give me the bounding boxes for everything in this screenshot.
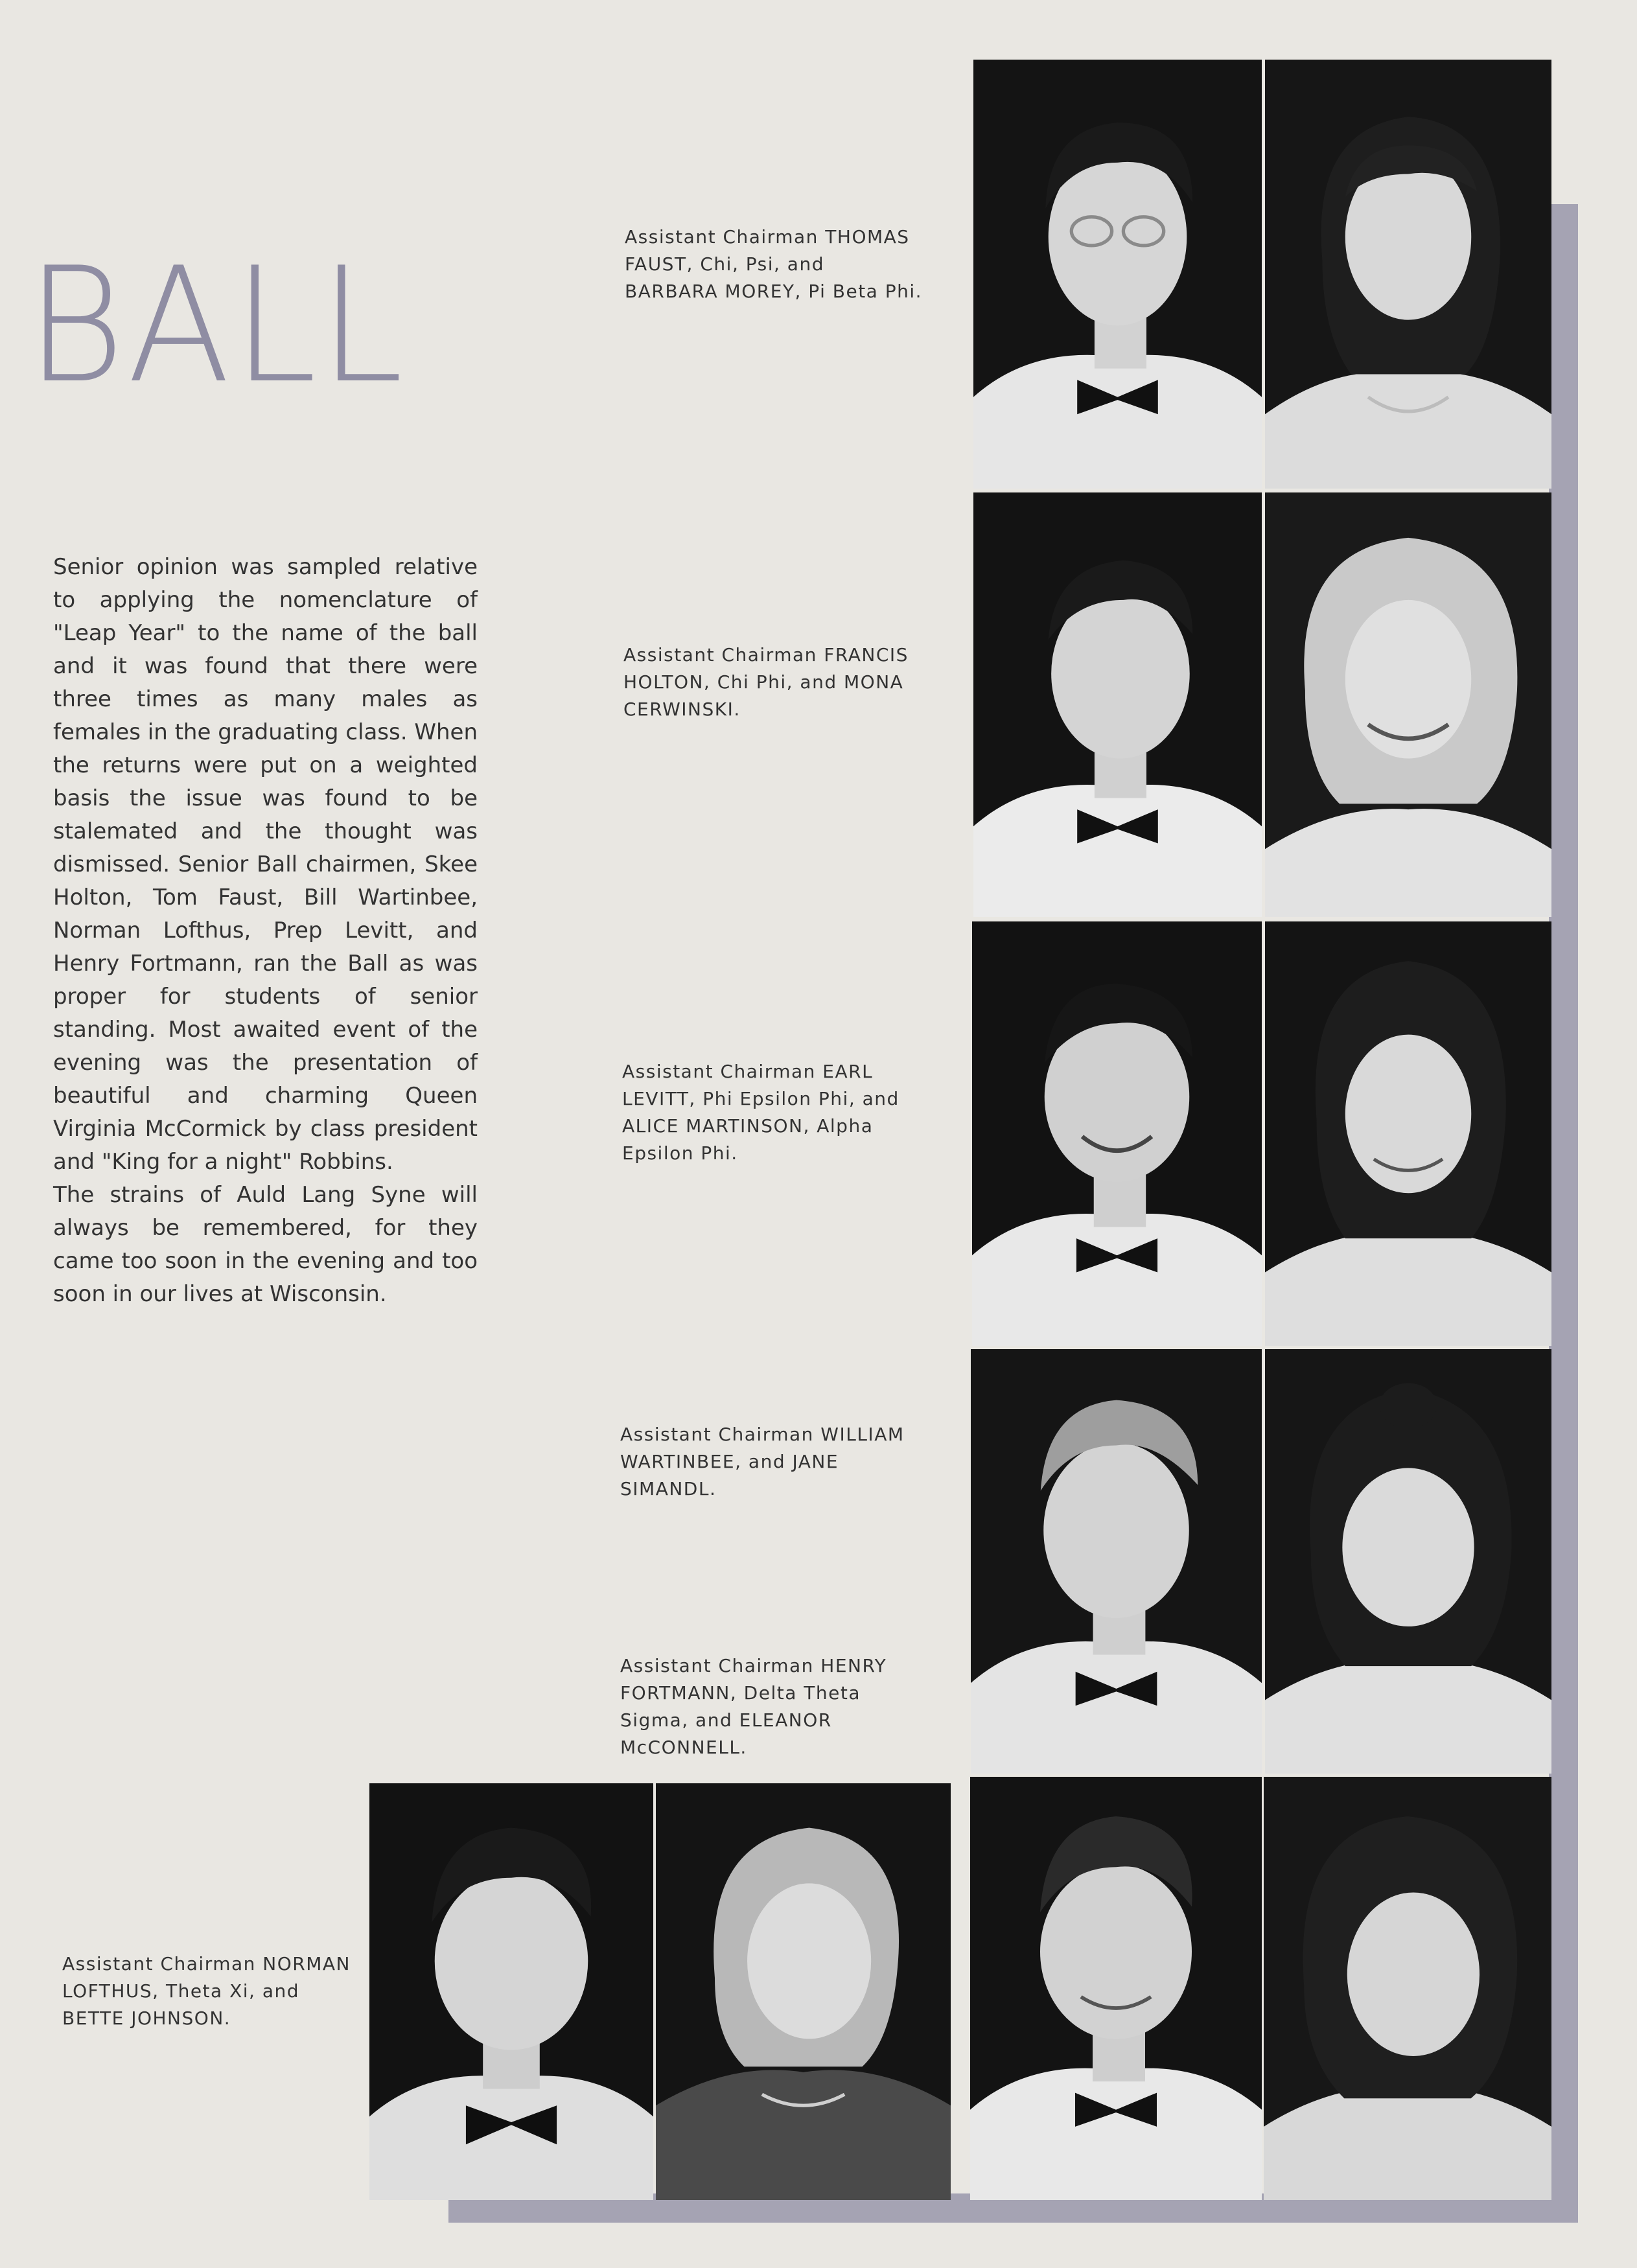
- caption-levitt-martinson: Assistant Chairman EARL LEVITT, Phi Epsilon Phi, and ALICE MARTINSON, Alpha Epsilon Phi.: [622, 1061, 900, 1164]
- portrait-earl-levitt: [972, 921, 1262, 1346]
- portrait-eleanor-mcconnell: [1264, 1777, 1551, 2200]
- portrait-henry-fortmann: [970, 1777, 1262, 2200]
- portrait-alice-martinson: [1265, 921, 1551, 1346]
- caption-wartinbee-simandl: Assistant Chairman WILLIAM WARTINBEE, and JANE SIMANDL.: [620, 1424, 905, 1499]
- photo-column-shadow: [1549, 204, 1578, 2223]
- portrait-william-wartinbee: [971, 1349, 1262, 1774]
- article-paragraph: Senior opinion was sampled relative to applying the nomenclature of "Leap Year" to the name of the ball and it was found that there were three times as many males as females in the graduating class. When the returns were put on a weighted basis the issue was found to be stalemated and the thought was dismissed. Senior Ball chairmen, Skee Holton, Tom Faust, Bill Wartinbee, Norman Lofthus, Prep Levitt, and Henry Fortmann, ran the Ball as was proper for students of senior standing. Most awaited event of the evening was the presentation of beautiful and charming Queen Virginia McCormick by class president and "King for a night" Robbins.: [53, 554, 478, 1175]
- article-body: [53, 551, 478, 1311]
- portrait-bette-johnson: [656, 1783, 951, 2200]
- caption-lofthus-johnson: Assistant Chairman NORMAN LOFTHUS, Theta Xi, and BETTE JOHNSON.: [62, 1953, 351, 2029]
- portrait-francis-holton: [973, 492, 1262, 917]
- portrait-mona-cerwinski: [1265, 492, 1551, 917]
- caption-faust-morey: Assistant Chairman THOMAS FAUST, Chi, Psi, and BARBARA MOREY, Pi Beta Phi.: [625, 226, 923, 302]
- portrait-jane-simandl: [1265, 1349, 1551, 1774]
- caption-fortmann-mcconnell: Assistant Chairman HENRY FORTMANN, Delta Theta Sigma, and ELEANOR McCONNELL.: [620, 1655, 887, 1758]
- article-paragraph: The strains of Auld Lang Syne will always be remembered, for they came too soon in the evening and too soon in our lives at Wisconsin.: [53, 1182, 478, 1307]
- page-title: BALL: [26, 233, 406, 418]
- portrait-norman-lofthus: [369, 1783, 653, 2200]
- caption-holton-cerwinski: Assistant Chairman FRANCIS HOLTON, Chi Phi, and MONA CERWINSKI.: [623, 644, 909, 720]
- portrait-thomas-faust: [973, 60, 1262, 489]
- portrait-barbara-morey: [1265, 60, 1551, 489]
